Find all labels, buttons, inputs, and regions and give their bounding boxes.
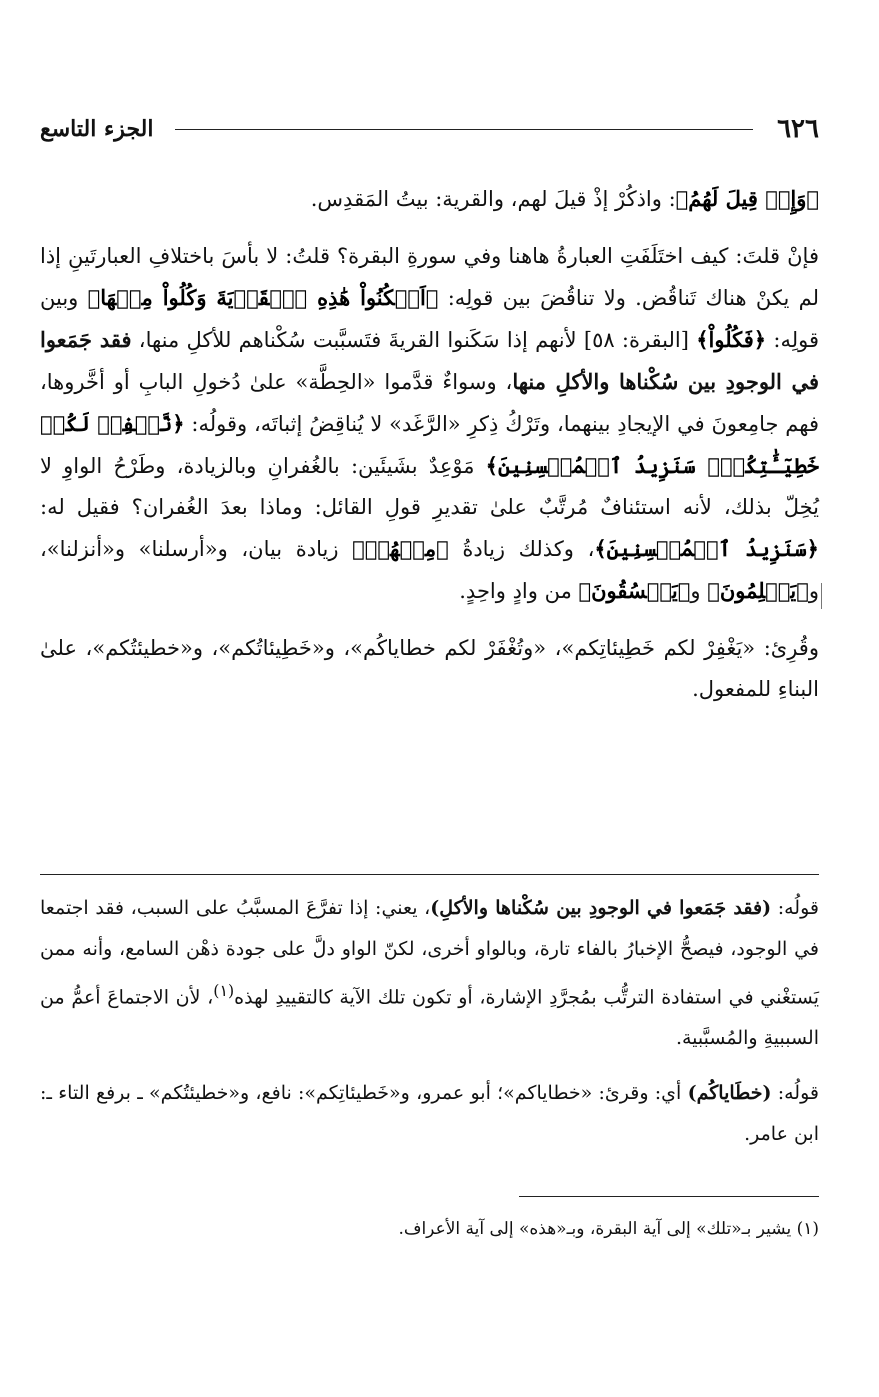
paragraph-text: من وادٍ واحِدٍ.	[459, 579, 579, 603]
commentary-text: ، لأن الاجتماعَ أعمُّ من السببيةِ والمُسبَّبية.	[40, 986, 819, 1050]
commentary-section	[40, 888, 819, 1169]
paragraph-text: وبين قولِه:	[40, 286, 819, 352]
margin-mark	[821, 583, 822, 609]
quran-verse: ﴿وَإِذۡ قِيلَ لَهُمُ﴾	[675, 186, 819, 211]
main-paragraph-2	[40, 236, 819, 612]
main-paragraph-3: وقُرِئ: «يَغْفِرْ لكم خَطِيئاتِكم»، «وتُغْفَرْ لكم خطاياكُم»، و«خَطِيئاتُكم»، و«خطيئتُكم»، علىٰ البناءِ للمفعول.	[40, 636, 819, 701]
header-rule	[175, 129, 753, 130]
commentary-lead: قولُه:	[771, 897, 819, 919]
page-number: ٦٢٦	[777, 114, 819, 144]
commentary-lead: قولُه:	[771, 1082, 819, 1105]
paragraph-text: و	[690, 579, 708, 603]
paragraph-text: ، وسواءٌ قدَّموا «الحِطَّة» علىٰ دُخولِ البابِ أو أخَّروها، فهم جامِعونَ في الإيجادِ بينهما، وتَرْكُ ذِكرِ «الرَّغَد» لا يُناقِضُ إثباتَه، وقولُه:	[40, 370, 819, 436]
commentary-paragraph-2	[40, 1073, 819, 1155]
footnote: (١) يشير بـ«تلك» إلى آية البقرة، وبـ«هذه» إلى آية الأعراف.	[398, 1219, 819, 1239]
quran-verse: ﴿فَكُلُواْ﴾	[696, 327, 767, 352]
paragraph-text: : واذكُرْ إذْ قيلَ لهم، والقرية: بيتُ المَقدِس.	[310, 187, 676, 211]
running-header	[40, 112, 819, 146]
quran-verse: ﴿يَظۡلِمُونَ﴾	[707, 578, 809, 603]
footnote-rule	[519, 1196, 819, 1197]
commentary-quote: (خطَاياكُم)	[687, 1082, 772, 1105]
commentary-text: أي: وقرئ: «خطاياكم»؛ أبو عمرو، و«خَطيئاتِكم»: نافع، و«خطيئتُكم» ـ برفع التاء ـ: ابن عامر.	[40, 1082, 819, 1146]
paragraph-text: فإنْ قلتَ: كيف اختَلَفَتِ العبارةُ هاهنا وفي سورةِ البقرة؟ قلتُ: لا بأسَ باختلافِ العبارتَينِ إذا لم يكنْ هناك تَناقُض. ولا تناقُضَ بين قولِه:	[40, 244, 820, 310]
quran-verse: ﴿يَفۡسُقُونَ﴾	[578, 578, 691, 603]
paragraph-text: مَوْعِدٌ بشَيئَين: بالغُفرانِ وبالزيادة، وطَرْحُ الواوِ لا يُخِلّ بذلك، لأنه استئنافٌ مُرتَّبٌ علىٰ تقديرِ قولِ القائل: وماذا بعدَ الغُفران؟ فقيل له:	[40, 454, 819, 519]
part-title: الجزء التاسع	[40, 116, 154, 142]
main-text	[40, 178, 819, 726]
commentary-paragraph-1	[40, 888, 819, 1059]
main-paragraph-1	[40, 178, 819, 220]
verse-reference: [البقرة: ٥٨]	[576, 328, 697, 352]
quran-verse: ﴿نَّغۡفِرۡ لَكُمۡ خَطِيٓـَٰٔتِكُمۡۚ سَنَزِيدُ ٱلۡمُحۡسِنِينَ﴾	[40, 411, 819, 478]
commentary-separator	[40, 874, 819, 875]
emphasized-phrase: فقد جَمَعوا في الوجودِ بين سُكْناها والأكلِ منها	[40, 327, 819, 394]
commentary-quote: (فقد جَمَعوا في الوجودِ بين سُكْناها والأكلِ)	[430, 897, 772, 919]
footnote-marker[interactable]: (١)	[213, 981, 235, 1000]
paragraph-text: لأنهم إذا سَكَنوا القريةَ فتَسبَّبت سُكْناهم للأكلِ منها،	[131, 328, 577, 352]
quran-verse: ﴿مِنۡهُمۡ﴾	[352, 536, 449, 561]
commentary-text: ، يعني: إذا تفرَّعَ المسبَّبُ على السبب، فقد اجتمعا في الوجود، فيصحُّ الإخبارُ بالفاء تارة، وبالواو أخرى، لكنّ الواو دلَّ على جودة ذهْن السامع، وأنه ممن يَستغْني في استفادة الترتُّب بمُجرَّدِ الإشارة، أو تكون تلك الآية كالتقييدِ لهذه	[40, 897, 819, 1009]
quran-verse: ﴿اَسۡكُنُواْ هَٰذِهِ ٱلۡقَرۡيَةَ وَكُلُواْ مِنۡهَا﴾	[87, 285, 439, 310]
quran-verse: ﴿سَنَزِيدُ ٱلۡمُحۡسِنِينَ﴾	[594, 536, 819, 561]
paragraph-text: زيادة بيان، و«أرسلنا» و«أنزلنا»، و	[40, 537, 819, 603]
paragraph-text: ، وكذلك زيادةُ	[448, 537, 595, 561]
